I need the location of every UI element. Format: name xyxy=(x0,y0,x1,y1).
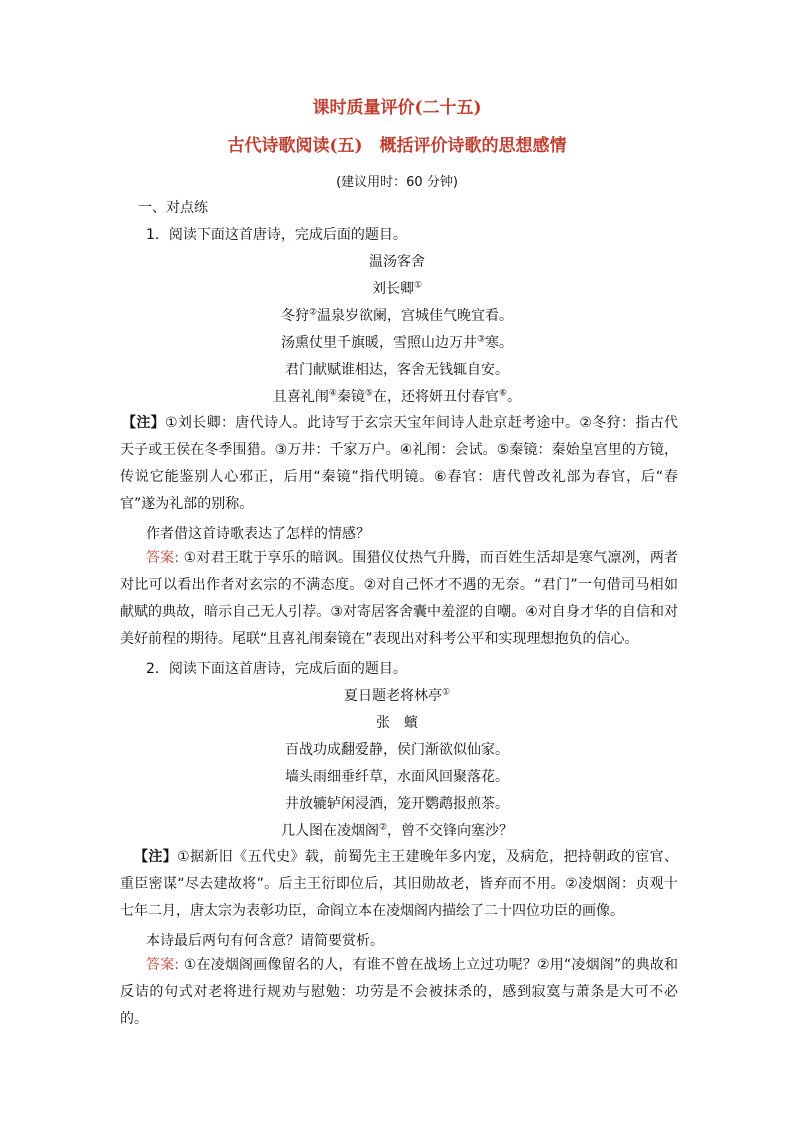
time-hint: (建议用时：60 分钟) xyxy=(336,175,458,190)
q2-prompt: 2．阅读下面这首唐诗，完成后面的题目。 xyxy=(146,661,407,677)
q2-author: 张 蠙 xyxy=(376,715,418,731)
q1-note-text: ①刘长卿：唐代诗人。此诗写于玄宗天宝年间诗人赴京赶考途中。②冬狩：指古代天子或王侯在冬季围猎。③万井：千家万户。④礼闱：会试。⑤秦镜：秦始皇宫里的方镜，传说它能鉴别人心邪正，后用“秦镜”指代明镜。⑥春官：唐代曾改礼部为春官，后“春官”遂为礼部的别称。 xyxy=(120,415,679,512)
q2-answer-label: 答案: xyxy=(146,957,180,973)
q1-author xyxy=(0,280,794,298)
q2-poem-title: 夏日题老将林亭① xyxy=(343,687,451,704)
q1-question: 作者借这首诗歌表达了怎样的情感？ xyxy=(146,526,370,542)
q1-answer-label: 答案: xyxy=(146,550,180,566)
q1-poem-title: 温汤客舍 xyxy=(369,254,425,270)
q2-note-label: 【注】 xyxy=(134,849,178,865)
q1-prompt: 1．阅读下面这首唐诗，完成后面的题目。 xyxy=(146,227,407,243)
q1-note-label: 【注】 xyxy=(122,415,166,431)
q2-answer xyxy=(120,952,678,1033)
q1-author-mark: ① xyxy=(413,280,423,291)
q1-answer-text: ①对君王耽于享乐的暗讽。围猎仪仗热气升腾，而百姓生活却是寒气凛冽，两者对比可以看出作者对玄宗的不满态度。②对自己怀才不遇的无奈。“君门”一句借司马相如献赋的典故，暗示自己无人引荐。③对寄居客舍囊中羞涩的自嘲。④对自身才华的自信和对美好前程的期待。尾联“且喜礼闱秦镜在”表现出对科考公平和实现理想抱负的信心。 xyxy=(120,550,679,647)
q2-poem-line: 百战功成翻爱静，侯门渐欲似仙家。 xyxy=(285,742,509,758)
q2-poem-line: 墙头雨细垂纤草，水面风回聚落花。 xyxy=(285,769,509,785)
q1-author-name: 刘长卿 xyxy=(371,281,414,297)
section-label: 一、对点练 xyxy=(138,200,208,216)
q2-poem-line: 井放辘轳闲浸酒，笼开鹦鹉报煎茶。 xyxy=(285,796,509,812)
q2-note-text: ①据新旧《五代史》载，前蜀先主王建晚年多内宠，及病危，把持朝政的宦官、重臣密谋“尽去建故将”。后主王衍即位后，其旧勋故老，皆弃而不用。②凌烟阁：贞观十七年二月，唐太宗为表彰功臣，命阎立本在凌烟阁内描绘了二十四位功臣的画像。 xyxy=(120,849,678,919)
q1-note xyxy=(120,410,678,518)
q2-question: 本诗最后两句有何含意？请简要赏析。 xyxy=(146,933,384,949)
q1-poem-line: 冬狩②温泉岁欲阑，宫城佳气晚宜看。 xyxy=(280,307,514,324)
page-subtitle: 古代诗歌阅读(五) 概括评价诗歌的思想感情 xyxy=(227,136,567,156)
q1-poem-line: 君门献赋谁相达，客舍无钱辄自安。 xyxy=(285,362,509,378)
q2-answer-text: ①在凌烟阁画像留名的人，有谁不曾在战场上立过功呢？②用“凌烟阁”的典故和反诘的句式对老将进行规劝与慰勉：功劳是不会被抹杀的，感到寂寞与萧条是大可不必的。 xyxy=(120,957,679,1027)
q1-answer xyxy=(120,545,678,653)
q1-poem-line: 汤熏仗里千旗暖，雪照山边万井③寒。 xyxy=(280,334,514,351)
page-title: 课时质量评价(二十五) xyxy=(312,98,482,118)
q2-poem-line: 几人图在凌烟阁②，曾不交锋向塞沙？ xyxy=(280,822,514,839)
q1-poem-line: 且喜礼闱④秦镜⑤在，还将妍丑付春官⑥。 xyxy=(272,388,522,405)
q2-note xyxy=(120,844,678,925)
